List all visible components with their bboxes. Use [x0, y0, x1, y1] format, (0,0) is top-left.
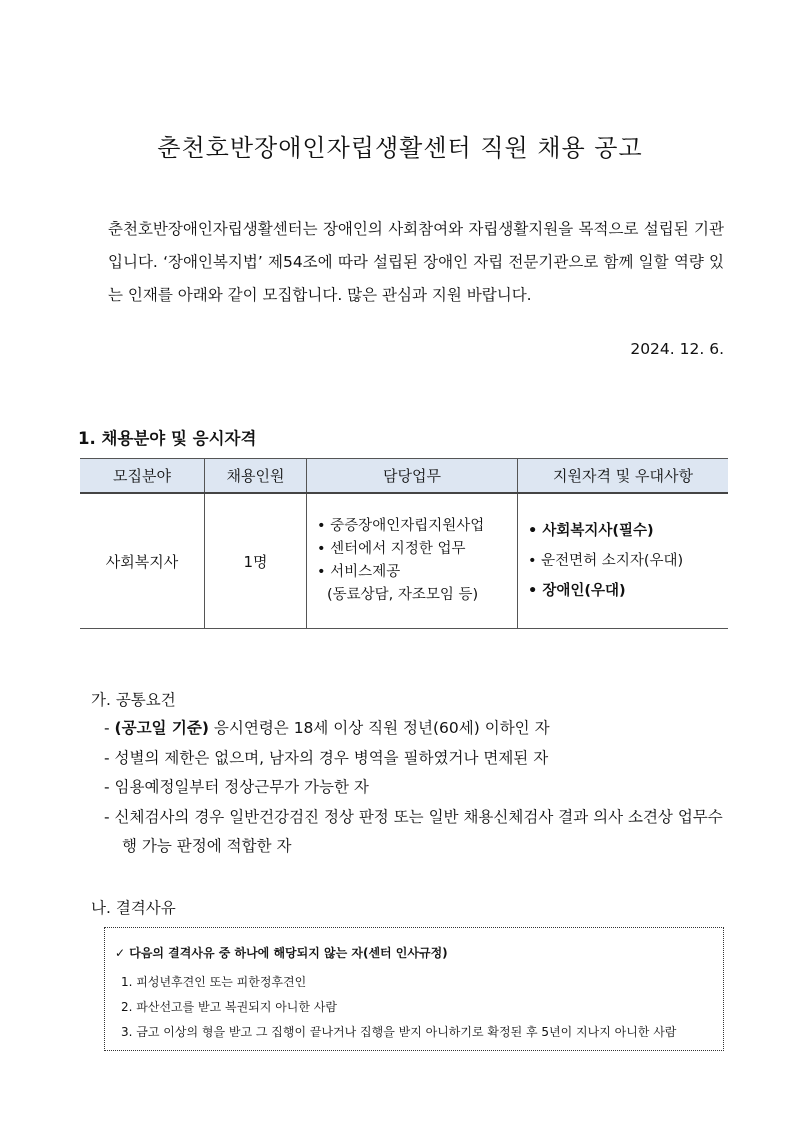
disqualification-box [104, 927, 724, 1051]
page-title: 춘천호반장애인자립생활센터 직원 채용 공고 [157, 134, 643, 162]
requirement-text: 응시연령은 18세 이상 직원 정년(60세) 이하인 자 [208, 719, 550, 737]
disqualification-heading: 나. 결격사유 [91, 899, 176, 917]
header-duties: 담당업무 [307, 459, 518, 494]
disqualification-box-title: ✓ 다음의 결격사유 중 하나에 해당되지 않는 자(센터 인사규정) [115, 946, 448, 960]
disqualification-item: 3. 금고 이상의 형을 받고 그 집행이 끝나거나 집행을 받지 아니하기로 확정된 후 5년이 지나지 아니한 사람 [121, 1025, 677, 1039]
cell-qualifications [518, 493, 729, 629]
cell-duties [307, 493, 518, 629]
requirement-item [104, 714, 726, 744]
requirement-item: - 성별의 제한은 없으며, 남자의 경우 병역을 필하였거나 면제된 자 [104, 744, 726, 774]
duty-item: • 중증장애인자립지원사업 [317, 515, 517, 538]
common-requirements-list [104, 714, 726, 862]
header-qualifications: 지원자격 및 우대사항 [518, 459, 729, 494]
section1-heading: 1. 채용분야 및 응시자격 [78, 429, 257, 448]
disqualification-item: 1. 피성년후견인 또는 피한정후견인 [121, 975, 307, 989]
header-count: 채용인원 [205, 459, 307, 494]
duty-item: • 서비스제공 [317, 561, 517, 584]
table-row [80, 493, 728, 629]
recruitment-table [80, 458, 728, 629]
intro-paragraph: 춘천호반장애인자립생활센터는 장애인의 사회참여와 자립생활지원을 목적으로 설립된 기관입니다. ‘장애인복지법’ 제54조에 따라 설립된 장애인 자립 전문기관으로 함께 일할 역량 있는 인재를 아래와 같이 모집합니다. 많은 관심과 지원 바랍니다. [108, 220, 724, 304]
requirement-item: - 신체검사의 경우 일반건강검진 정상 판정 또는 일반 채용신체검사 결과 의사 소견상 업무수행 가능 판정에 적합한 자 [104, 803, 726, 862]
duty-item: • 센터에서 지정한 업무 [317, 538, 517, 561]
cell-count: 1명 [205, 493, 307, 629]
qualification-item: • 사회복지사(필수) [528, 516, 728, 546]
requirement-emphasis: (공고일 기준) [114, 719, 209, 737]
qualification-item: • 장애인(우대) [528, 576, 728, 606]
common-requirements-heading: 가. 공통요건 [91, 691, 176, 709]
qualification-item: • 운전면허 소지자(우대) [528, 546, 728, 576]
notice-date: 2024. 12. 6. [630, 340, 724, 358]
requirement-item: - 임용예정일부터 정상근무가 가능한 자 [104, 773, 726, 803]
disqualification-item: 2. 파산선고를 받고 복권되지 아니한 사람 [121, 1000, 337, 1014]
header-field: 모집분야 [80, 459, 205, 494]
duty-subitem: (동료상담, 자조모임 등) [327, 587, 479, 603]
cell-field: 사회복지사 [80, 493, 205, 629]
table-header-row [80, 459, 728, 494]
